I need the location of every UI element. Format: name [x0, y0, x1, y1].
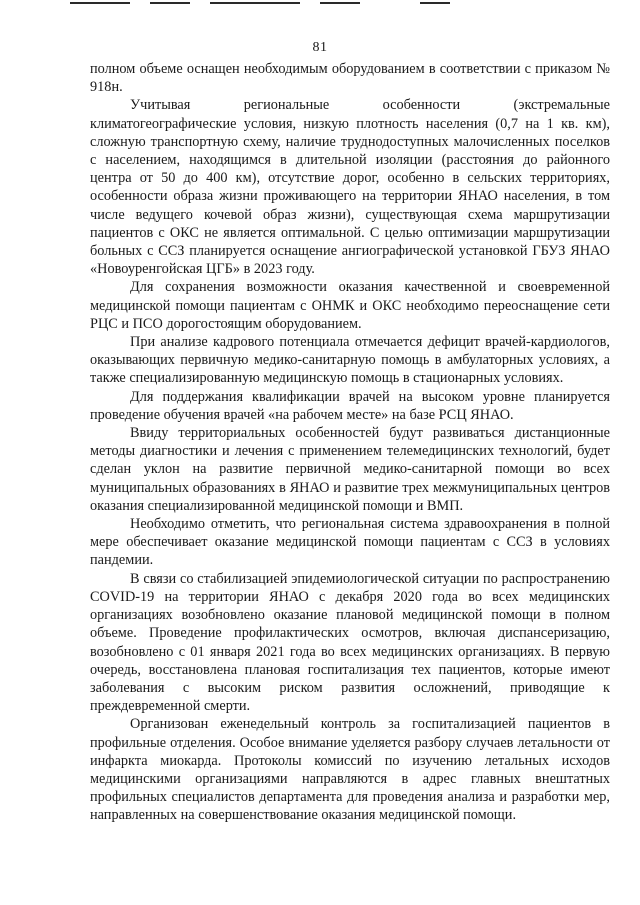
- paragraph: полном объеме оснащен необходимым оборудованием в соответствии с приказом № 918н.: [90, 61, 610, 96]
- paragraph: Организован еженедельный контроль за госпитализацией пациентов в профильные отделения. Особое внимание уделяется разбору случаев летальности от инфаркта миокарда. Протоколы комиссий по изучению летальных исходов медицинскими организациями направляются в адрес главных внештатных профильных специалистов департамента для проведения анализа и разработки мер, направленных на совершенствование оказания медицинской помощи.: [90, 716, 610, 824]
- document-body: [90, 60, 610, 825]
- paragraph: В связи со стабилизацией эпидемиологической ситуации по распространению COVID-19 на территории ЯНАО с декабря 2020 года во всех медицинских организациях возобновлено оказание плановой медицинской помощи в полном объеме. Проведение профилактических осмотров, включая диспансеризацию, возобновлено с 01 января 2021 года во всех медицинских организациях. В первую очередь, восстановлена плановая госпитализация тех пациентов, которые имеют заболевания с высоким риском развития осложнений, приводящие к преждевременной смерти.: [90, 570, 610, 715]
- paragraph: Для сохранения возможности оказания качественной и своевременной медицинской помощи пациентам с ОНМК и ОКС необходимо переоснащение сети РЦС и ПСО дорогостоящим оборудованием.: [90, 279, 610, 332]
- paragraph: Ввиду территориальных особенностей будут развиваться дистанционные методы диагностики и лечения с применением телемедицинских технологий, будет сделан уклон на развитие первичной медико-санитарной помощи во всех муниципальных образованиях в ЯНАО и развитие трех межмуниципальных центров оказания специализированной медицинской помощи и ВМП.: [90, 425, 610, 514]
- paragraph: Учитывая региональные особенности (экстремальные климатогеографические условия, низкую плотность населения (0,7 на 1 кв. км), сложную транспортную схему, наличие труднодоступных малочисленных поселков с населением, находящимся в длительной изоляции (расстояния до районного центра от 50 до 400 км), отсутствие дорог, особенно в сельских территориях, особенности образа жизни проживающего на территории ЯНАО населения, в том числе ведущего кочевой образ жизни), существующая схема маршрутизации пациентов с ОКС не является оптимальной. С целью оптимизации маршрутизации больных с ССЗ планируется оснащение ангиографической установкой ГБУЗ ЯНАО «Новоуренгойская ЦГБ» в 2023 году.: [90, 97, 610, 278]
- paragraph: При анализе кадрового потенциала отмечается дефицит врачей-кардиологов, оказывающих первичную медико-санитарную помощь в амбулаторных условиях, а также специализированную медицинскую помощь в стационарных условиях.: [90, 334, 610, 387]
- paragraph: Для поддержания квалификации врачей на высоком уровне планируется проведение обучения врачей «на рабочем месте» на базе РСЦ ЯНАО.: [90, 388, 610, 423]
- page-number: 81: [312, 40, 328, 55]
- scan-edge-marks: [0, 0, 640, 6]
- paragraph: Необходимо отметить, что региональная система здравоохранения в полной мере обеспечивает оказание медицинской помощи пациентам с ССЗ в условиях пандемии.: [90, 516, 610, 569]
